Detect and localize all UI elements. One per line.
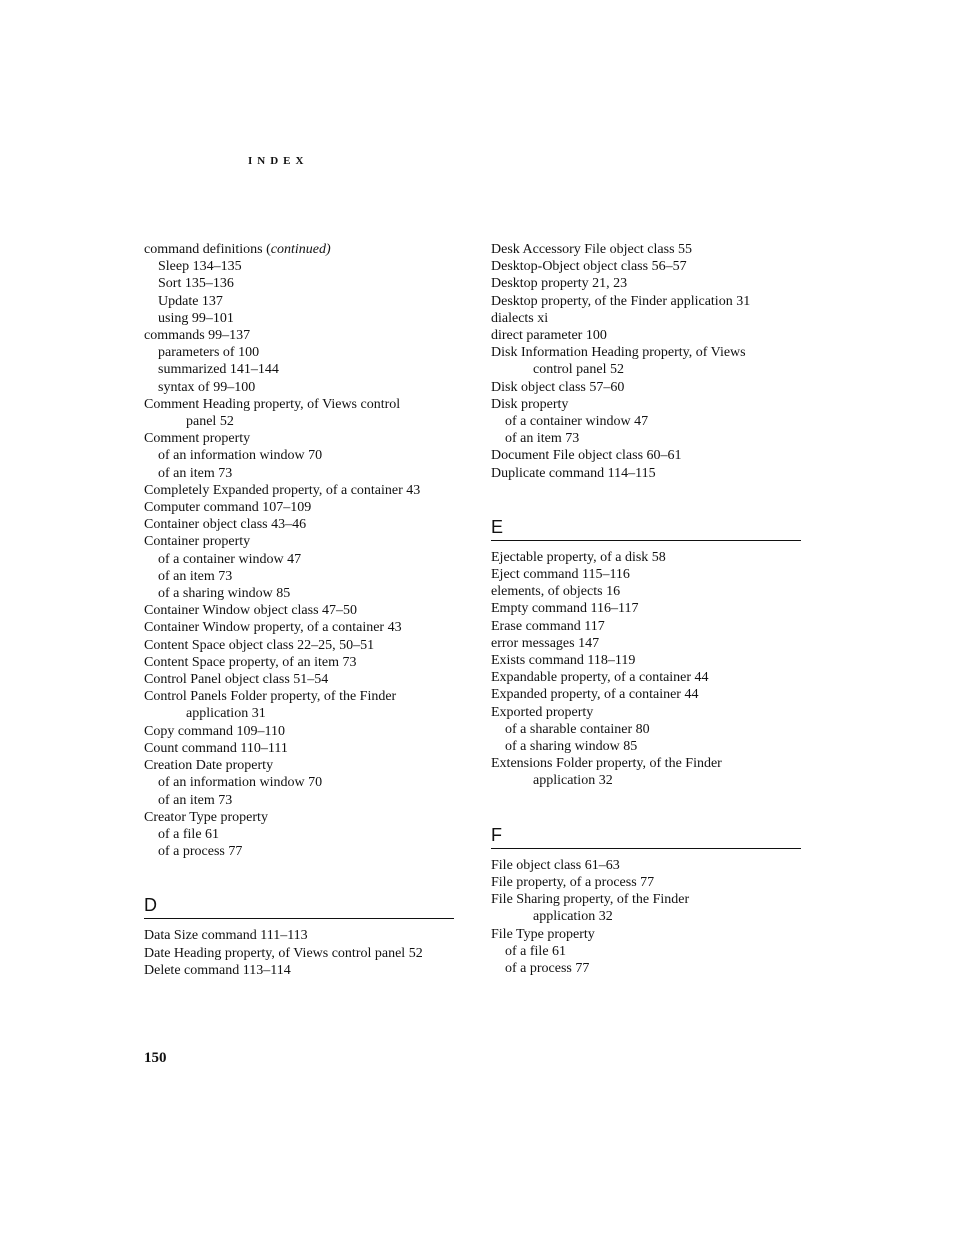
entry-text: of a container window 47 — [158, 551, 302, 567]
index-subentry — [144, 843, 456, 860]
index-entry — [144, 671, 456, 688]
entry-text: parameters of 100 — [158, 345, 260, 361]
index-entry — [144, 654, 456, 671]
index-entry — [144, 396, 456, 430]
entry-text: Expandable property, of a container 44 — [491, 670, 709, 686]
entry-continuation: panel 52 — [186, 414, 234, 430]
entry-text: Count command 110–111 — [144, 740, 288, 756]
page-number: 150 — [144, 1050, 167, 1066]
entry-text: of an information window 70 — [158, 448, 323, 464]
index-entry — [144, 327, 456, 344]
entry-text: Copy command 109–110 — [144, 723, 286, 739]
index-subentry — [144, 774, 456, 791]
index-entry — [144, 740, 456, 757]
section-e — [491, 516, 803, 790]
entry-text: of a container window 47 — [505, 414, 649, 430]
entry-text: Container Window property, of a container 43 — [144, 620, 402, 636]
entry-text: Completely Expanded property, of a container 43 — [144, 482, 421, 498]
entries-d-continued — [491, 241, 803, 482]
entry-text: command definitions ( — [144, 242, 271, 257]
index-entry — [144, 241, 456, 258]
continued-note: continued) — [270, 242, 331, 257]
index-entry — [491, 857, 803, 874]
index-entry — [144, 945, 456, 962]
index-entry — [491, 293, 803, 310]
entry-text: dialects xi — [491, 310, 549, 326]
index-subentry — [144, 379, 456, 396]
index-entry — [491, 327, 803, 344]
entry-text: Desk Accessory File object class 55 — [491, 242, 693, 257]
index-subentry — [491, 721, 803, 738]
index-entry — [144, 927, 456, 944]
entry-text: syntax of 99–100 — [158, 379, 256, 395]
index-entry — [144, 499, 456, 516]
index-subentry — [144, 465, 456, 482]
entry-text: Duplicate command 114–115 — [491, 465, 656, 481]
entry-text: Delete command 113–114 — [144, 962, 291, 978]
entry-text: commands 99–137 — [144, 328, 251, 344]
index-subentry — [144, 361, 456, 378]
index-subentry — [144, 568, 456, 585]
entry-text: Control Panel object class 51–54 — [144, 672, 329, 688]
entry-text: of an item 73 — [505, 431, 580, 447]
index-entry — [491, 241, 803, 258]
entry-text: Control Panels Folder property, of the Finder — [144, 689, 397, 705]
entry-text: Creation Date property — [144, 758, 274, 774]
index-entry — [491, 549, 803, 566]
entry-text: Disk property — [491, 396, 569, 412]
entry-text: Ejectable property, of a disk 58 — [491, 549, 666, 565]
section-f — [491, 824, 803, 977]
entry-text: Computer command 107–109 — [144, 500, 312, 516]
entry-text: Sleep 134–135 — [158, 259, 242, 275]
index-entry — [144, 688, 456, 722]
index-subentry — [144, 293, 456, 310]
index-entry — [144, 430, 456, 447]
index-column-right — [491, 241, 803, 977]
entry-text: Exported property — [491, 704, 594, 720]
entries-c-continued — [144, 241, 456, 860]
entry-text: Update 137 — [158, 293, 223, 309]
entry-text: Container object class 43–46 — [144, 517, 307, 533]
index-entry — [144, 757, 456, 774]
entry-text: Content Space property, of an item 73 — [144, 654, 357, 670]
entry-text: of an item 73 — [158, 568, 233, 584]
section-letter-d: D — [144, 894, 454, 919]
entry-text: of an information window 70 — [158, 775, 323, 791]
section-letter-e: E — [491, 516, 801, 541]
entry-text: Extensions Folder property, of the Finder — [491, 756, 722, 772]
entry-text: elements, of objects 16 — [491, 584, 621, 600]
index-entry — [491, 755, 803, 789]
index-entry — [491, 465, 803, 482]
entry-text: Data Size command 111–113 — [144, 928, 308, 944]
index-subentry — [491, 430, 803, 447]
entry-text: error messages 147 — [491, 635, 600, 651]
entry-continuation: application 31 — [186, 706, 266, 722]
entry-continuation: control panel 52 — [533, 362, 624, 378]
index-entry — [491, 669, 803, 686]
index-subentry — [144, 826, 456, 843]
entry-text: Content Space object class 22–25, 50–51 — [144, 637, 375, 653]
entry-text: using 99–101 — [158, 310, 234, 326]
index-subentry — [144, 344, 456, 361]
index-entry — [491, 275, 803, 292]
index-entry — [144, 533, 456, 550]
index-entry — [491, 891, 803, 925]
section-d — [144, 894, 456, 979]
index-subentry — [144, 275, 456, 292]
entry-text: direct parameter 100 — [491, 328, 607, 344]
entry-text: Document File object class 60–61 — [491, 448, 682, 464]
index-entry — [491, 344, 803, 378]
index-entry — [491, 258, 803, 275]
entry-text: File Sharing property, of the Finder — [491, 892, 690, 908]
running-head: INDEX — [248, 155, 309, 167]
entry-text: summarized 141–144 — [158, 362, 279, 378]
entry-text: Desktop-Object object class 56–57 — [491, 259, 687, 275]
index-entry — [491, 618, 803, 635]
entry-continuation: application 32 — [533, 909, 613, 925]
entry-text: File property, of a process 77 — [491, 874, 655, 890]
index-entry — [491, 310, 803, 327]
entry-text: of a sharing window 85 — [158, 586, 291, 602]
entry-text: Sort 135–136 — [158, 276, 234, 292]
index-subentry — [144, 792, 456, 809]
index-entry — [144, 637, 456, 654]
index-entry — [491, 396, 803, 413]
index-subentry — [144, 258, 456, 275]
entry-text: Exists command 118–119 — [491, 653, 636, 669]
index-subentry — [144, 447, 456, 464]
entries-f — [491, 857, 803, 977]
index-subentry — [144, 585, 456, 602]
index-entry — [144, 602, 456, 619]
entry-text: File object class 61–63 — [491, 857, 620, 873]
index-entry — [491, 652, 803, 669]
entry-text: File Type property — [491, 926, 595, 942]
index-entry — [491, 447, 803, 464]
entry-text: of a sharable container 80 — [505, 721, 650, 737]
entry-text: Disk object class 57–60 — [491, 379, 625, 395]
entry-text: of an item 73 — [158, 465, 233, 481]
entry-text: of an item 73 — [158, 792, 233, 808]
index-subentry — [144, 310, 456, 327]
index-entry — [491, 583, 803, 600]
entries-d — [144, 927, 456, 979]
entries-e — [491, 549, 803, 790]
index-entry — [144, 962, 456, 979]
entry-text: Container property — [144, 534, 251, 550]
entry-text: Comment property — [144, 431, 251, 447]
index-entry — [491, 874, 803, 891]
entry-text: Desktop property, of the Finder application 31 — [491, 293, 751, 309]
index-subentry — [491, 738, 803, 755]
entry-text: of a process 77 — [158, 844, 243, 860]
index-entry — [491, 926, 803, 943]
entry-text: Date Heading property, of Views control panel 52 — [144, 945, 423, 961]
index-entry — [144, 723, 456, 740]
index-entry — [491, 704, 803, 721]
entry-text: of a file 61 — [505, 943, 567, 959]
entry-text: Creator Type property — [144, 809, 268, 825]
index-entry — [144, 619, 456, 636]
entry-text: Empty command 116–117 — [491, 601, 639, 617]
entry-text: Container Window object class 47–50 — [144, 603, 358, 619]
index-subentry — [491, 413, 803, 430]
index-entry — [491, 635, 803, 652]
index-entry — [144, 809, 456, 826]
section-letter-f: F — [491, 824, 801, 849]
entry-text: of a process 77 — [505, 960, 590, 976]
entry-text: Comment Heading property, of Views control — [144, 396, 401, 412]
entry-text: of a sharing window 85 — [505, 739, 638, 755]
index-entry — [144, 516, 456, 533]
index-subentry — [144, 551, 456, 568]
index-entry — [491, 600, 803, 617]
entry-text: Expanded property, of a container 44 — [491, 687, 699, 703]
index-subentry — [491, 960, 803, 977]
entry-continuation: application 32 — [533, 773, 613, 789]
entry-text: of a file 61 — [158, 826, 220, 842]
entry-text: Desktop property 21, 23 — [491, 276, 628, 292]
index-subentry — [491, 943, 803, 960]
index-column-left — [144, 241, 456, 979]
entry-text: Erase command 117 — [491, 618, 605, 634]
index-entry — [144, 482, 456, 499]
index-entry — [491, 566, 803, 583]
entry-text: Disk Information Heading property, of Views — [491, 345, 746, 361]
entry-text: Eject command 115–116 — [491, 567, 630, 583]
index-entry — [491, 379, 803, 396]
index-entry — [491, 686, 803, 703]
